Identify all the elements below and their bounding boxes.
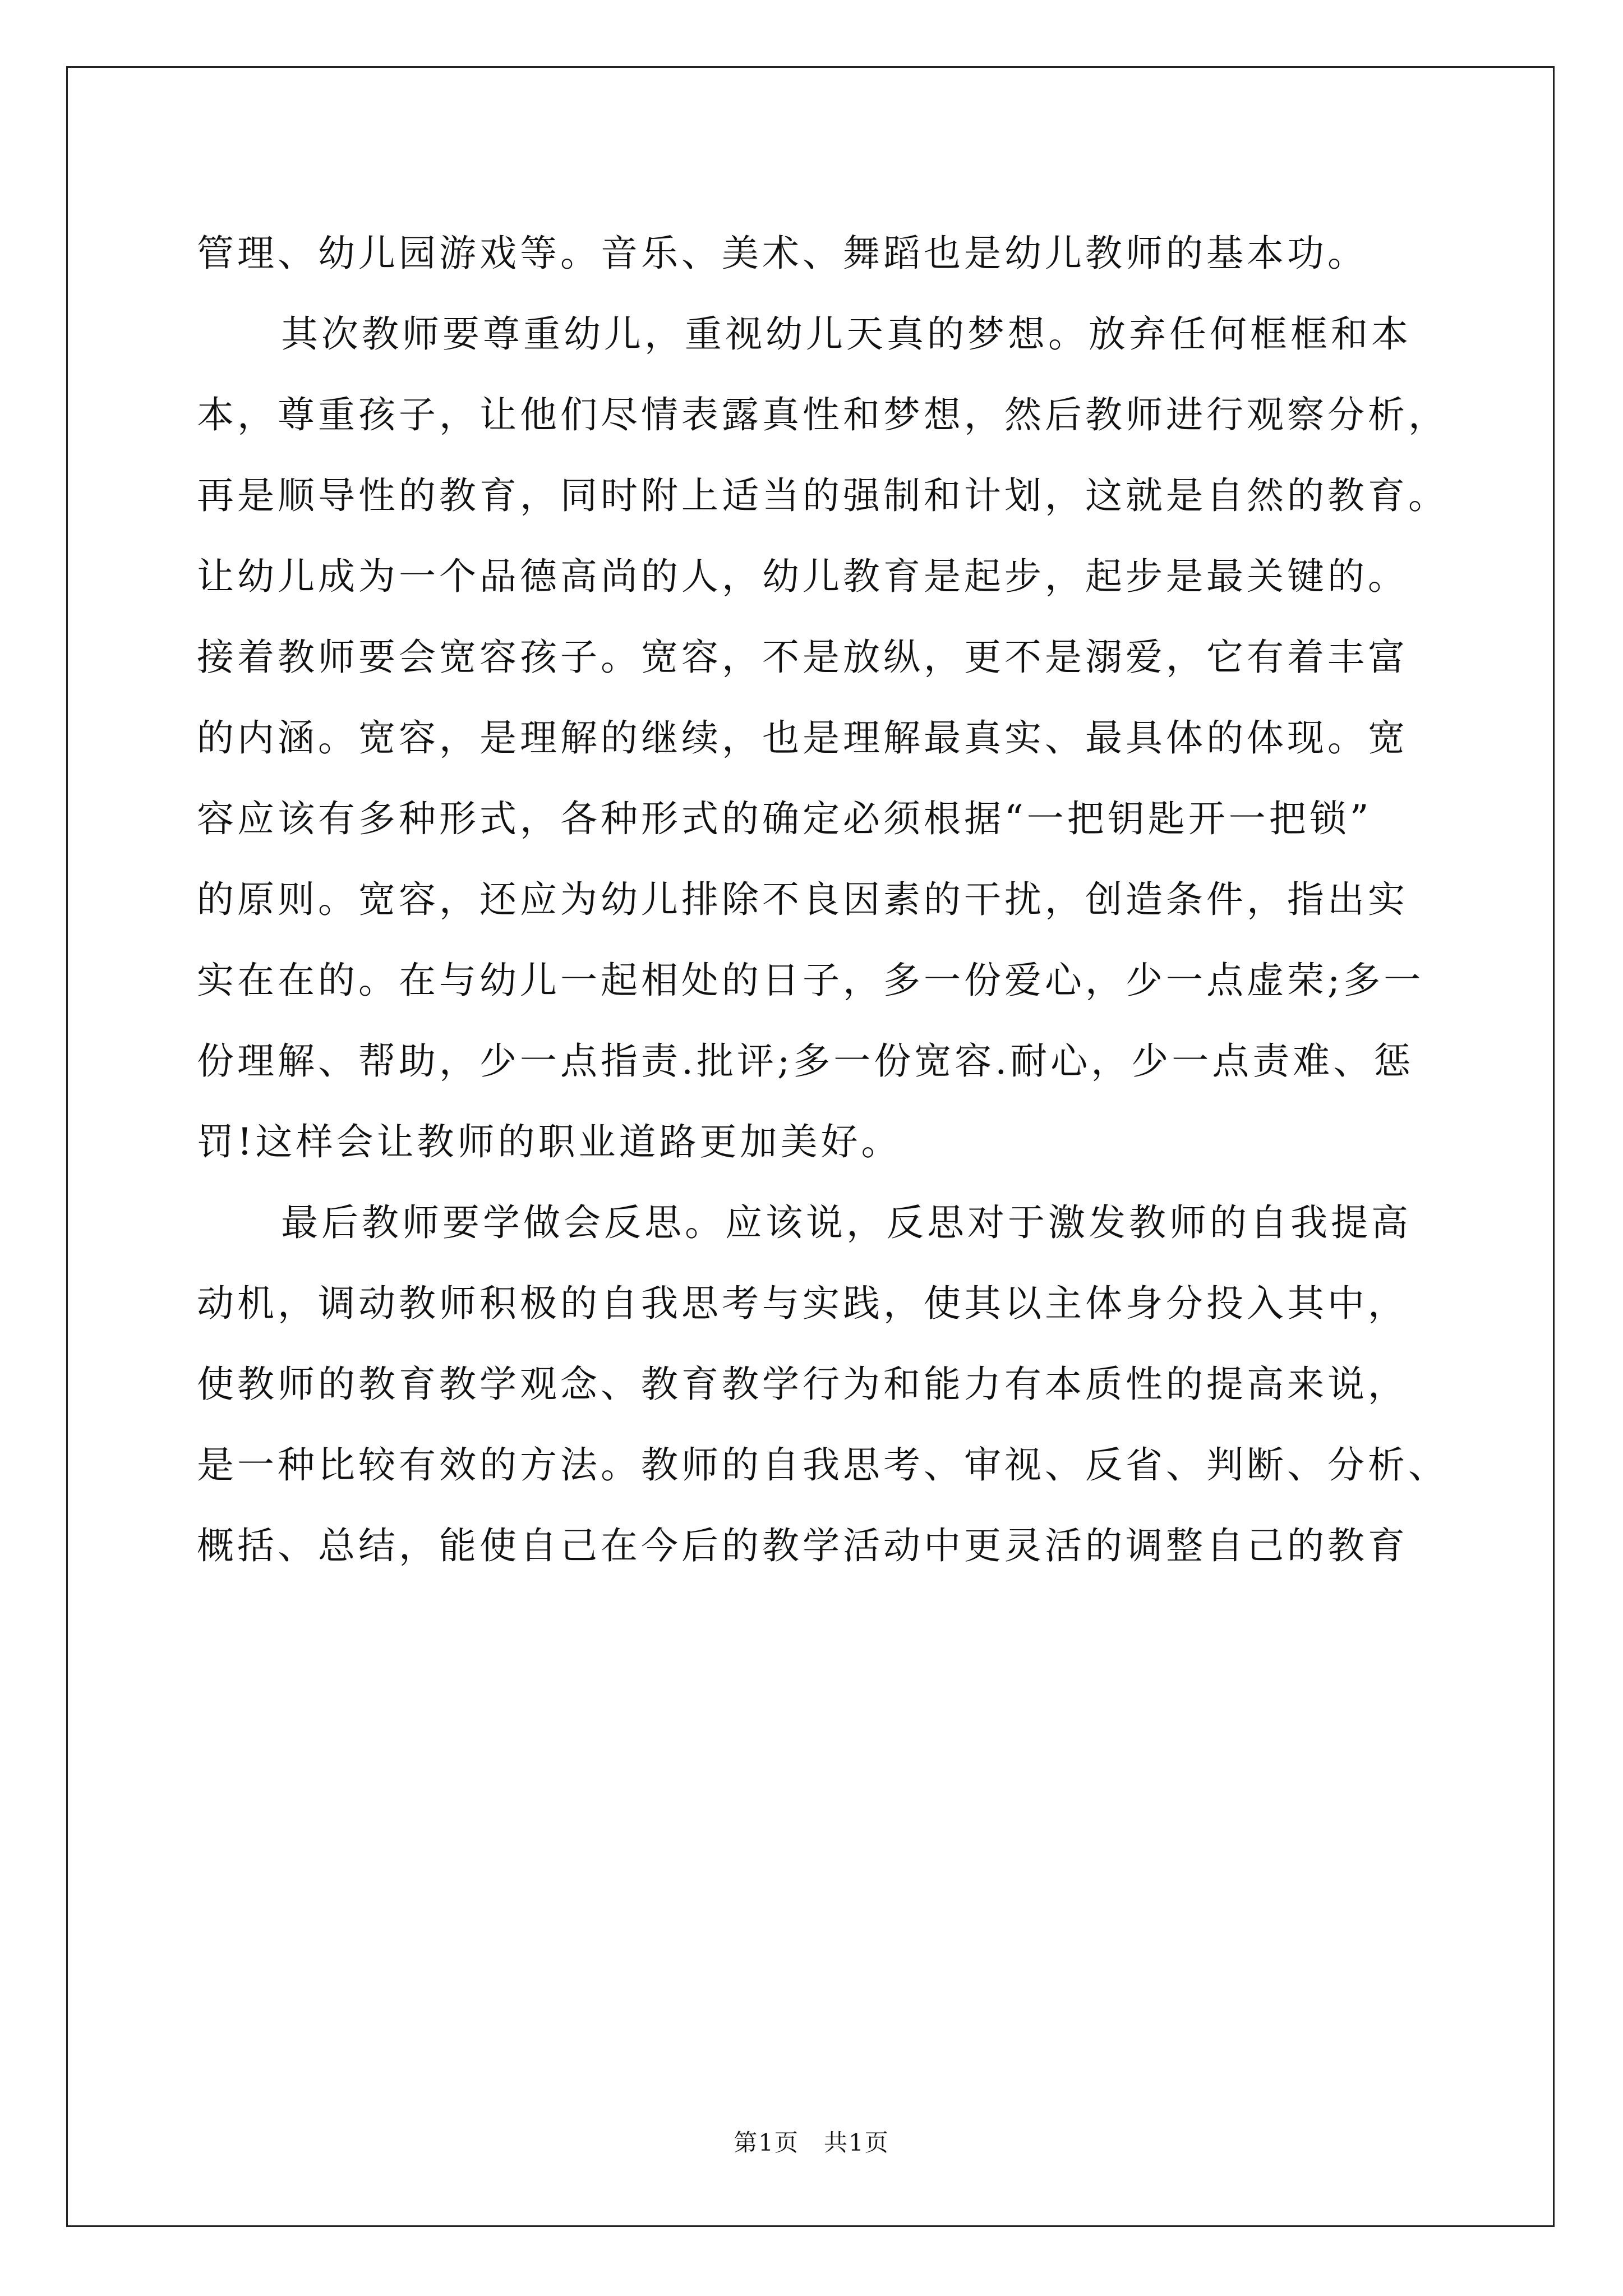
text-line: 最后教师要学做会反思。应该说，反思对于激发教师的自我提高 [281, 1201, 1412, 1244]
text-line: 接着教师要会宽容孩子。宽容，不是放纵，更不是溺爱，它有着丰富 [197, 636, 1408, 679]
text-line: 的原则。宽容，还应为幼儿排除不良因素的干扰，创造条件，指出实 [197, 878, 1408, 921]
text-line: 罚!这样会让教师的职业道路更加美好。 [197, 1120, 902, 1163]
text-line: 是一种比较有效的方法。教师的自我思考、审视、反省、判断、分析、 [197, 1443, 1449, 1487]
text-line: 概括、总结，能使自己在今后的教学活动中更灵活的调整自己的教育 [197, 1524, 1408, 1567]
text-line: 本，尊重孩子，让他们尽情表露真性和梦想，然后教师进行观察分析， [197, 393, 1449, 436]
text-line: 容应该有多种形式，各种形式的确定必须根据“一把钥匙开一把锁” [197, 797, 1372, 840]
text-line: 使教师的教育教学观念、教育教学行为和能力有本质性的提高来说， [197, 1363, 1408, 1406]
page-number-footer: 第1页 共1页 [734, 2129, 889, 2156]
text-line: 其次教师要尊重幼儿，重视幼儿天真的梦想。放弃任何框框和本 [281, 312, 1412, 356]
document-body [197, 213, 1464, 1586]
text-line: 动机，调动教师积极的自我思考与实践，使其以主体身分投入其中， [197, 1282, 1408, 1325]
text-line: 份理解、帮助，少一点指责.批评;多一份宽容.耐心，少一点责难、惩 [197, 1039, 1414, 1083]
text-line: 的内涵。宽容，是理解的继续，也是理解最真实、最具体的体现。宽 [197, 716, 1408, 760]
text-line: 让幼儿成为一个品德高尚的人，幼儿教育是起步，起步是最关键的。 [197, 555, 1408, 598]
text-line: 实在在的。在与幼儿一起相处的日子，多一份爱心，少一点虚荣;多一 [197, 959, 1424, 1002]
text-line: 管理、幼儿园游戏等。音乐、美术、舞蹈也是幼儿教师的基本功。 [197, 232, 1368, 275]
text-line: 再是顺导性的教育，同时附上适当的强制和计划，这就是自然的教育。 [197, 474, 1449, 517]
